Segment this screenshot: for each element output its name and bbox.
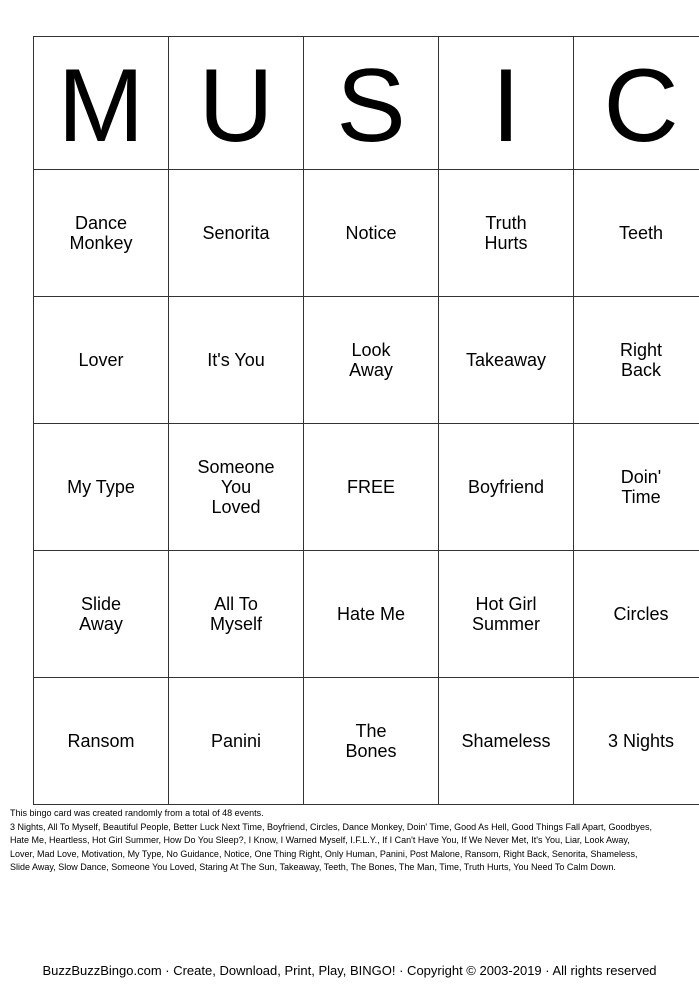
bingo-cell [169, 170, 304, 297]
bingo-cell [304, 678, 439, 805]
events-line: Hate Me, Heartless, Hot Girl Summer, How Do You Sleep?, I Know, I Warned Myself, I.F.L.Y., If I Can't Have You, If We Never Met, It's You, Liar, Look Away, [10, 835, 630, 845]
cell-text-line: Hate Me [336, 604, 406, 624]
bingo-cell [34, 678, 169, 805]
bingo-cell [439, 678, 574, 805]
bingo-cell [169, 551, 304, 678]
card-row [34, 678, 699, 805]
bingo-cell [439, 424, 574, 551]
cell-text-line: Summer [471, 614, 540, 634]
cell-text-line: Doin' [620, 467, 662, 487]
cell-text-line: Circles [613, 604, 669, 624]
cell-text-line: The [355, 721, 387, 741]
cell-text-line: FREE [346, 477, 395, 497]
cell-text-line: Takeaway [465, 350, 547, 370]
card-row [34, 297, 699, 424]
cell-text-line: Away [349, 360, 393, 380]
bingo-cell [574, 551, 699, 678]
cell-text-line: Look [351, 340, 391, 360]
cell-text-line: Bones [345, 741, 397, 761]
bingo-cell [574, 297, 699, 424]
header-letter: M [34, 37, 169, 170]
cell-text-line: Notice [345, 223, 397, 243]
card-row [34, 170, 699, 297]
bingo-card [33, 36, 699, 805]
header-letter: U [169, 37, 304, 170]
cell-text-line: Senorita [202, 223, 270, 243]
bingo-cell [574, 678, 699, 805]
cell-text-line: Slide [80, 594, 122, 614]
bingo-cell [34, 297, 169, 424]
bingo-cell [304, 170, 439, 297]
bingo-cell [439, 297, 574, 424]
bingo-cell [574, 424, 699, 551]
cell-text-line: Right [619, 340, 663, 360]
header-letter: I [439, 37, 574, 170]
cell-text-line: Hurts [484, 233, 528, 253]
cell-text-line: Back [620, 360, 662, 380]
header-row [34, 37, 699, 170]
events-line: 3 Nights, All To Myself, Beautiful People, Better Luck Next Time, Boyfriend, Circles, Dance Monkey, Doin' Time, Good As Hell, Good Things Fall Apart, Goodbyes, [10, 821, 653, 832]
info-intro: This bingo card was created randomly from a total of 48 events. [10, 808, 264, 818]
cell-text-line: Someone [197, 457, 275, 477]
cell-text-line: Boyfriend [467, 477, 545, 497]
cell-text-line: It's You [207, 350, 265, 370]
header-letter: S [304, 37, 439, 170]
cell-text-line: Lover [78, 350, 124, 370]
cell-text-line: Teeth [618, 223, 664, 243]
cell-text-line: 3 Nights [607, 731, 675, 751]
bingo-cell [169, 424, 304, 551]
bingo-cell [439, 170, 574, 297]
bingo-cell [439, 551, 574, 678]
cell-text-line: Time [621, 487, 661, 507]
bingo-cell [304, 424, 439, 551]
card-row [34, 424, 699, 551]
events-line: Slide Away, Slow Dance, Someone You Loved, Staring At The Sun, Takeaway, Teeth, The Bones, The Man, Time, Truth Hurts, You Need To Calm Down. [10, 862, 616, 872]
cell-text-line: Truth [485, 213, 527, 233]
bingo-cell [574, 170, 699, 297]
cell-text-line: Ransom [67, 731, 135, 751]
bingo-cell [34, 170, 169, 297]
header-letter: C [574, 37, 699, 170]
bingo-cell [169, 297, 304, 424]
card-info [10, 807, 695, 875]
bingo-cell [34, 551, 169, 678]
cell-text-line: Myself [209, 614, 262, 634]
bingo-cell [169, 678, 304, 805]
events-line: Lover, Mad Love, Motivation, My Type, No Guidance, Notice, One Thing Right, Only Human, Panini, Post Malone, Ransom, Right Back, Senorita, Shameless, [10, 848, 638, 859]
cell-text-line: Panini [210, 731, 262, 751]
cell-text-line: Away [79, 614, 123, 634]
footer: BuzzBuzzBingo.com · Create, Download, Print, Play, BINGO! · Copyright © 2003-2019 · All rights reserved [42, 963, 657, 978]
cell-text-line: All To [214, 594, 258, 614]
cell-text-line: Hot Girl [475, 594, 537, 614]
cell-text-line: Monkey [69, 233, 133, 253]
bingo-cell [304, 297, 439, 424]
cell-text-line: You [220, 477, 252, 497]
cell-text-line: My Type [67, 477, 135, 497]
cell-text-line: Dance [74, 213, 128, 233]
bingo-cell [304, 551, 439, 678]
card-row [34, 551, 699, 678]
bingo-cell [34, 424, 169, 551]
cell-text-line: Shameless [461, 731, 551, 751]
cell-text-line: Loved [211, 497, 261, 517]
